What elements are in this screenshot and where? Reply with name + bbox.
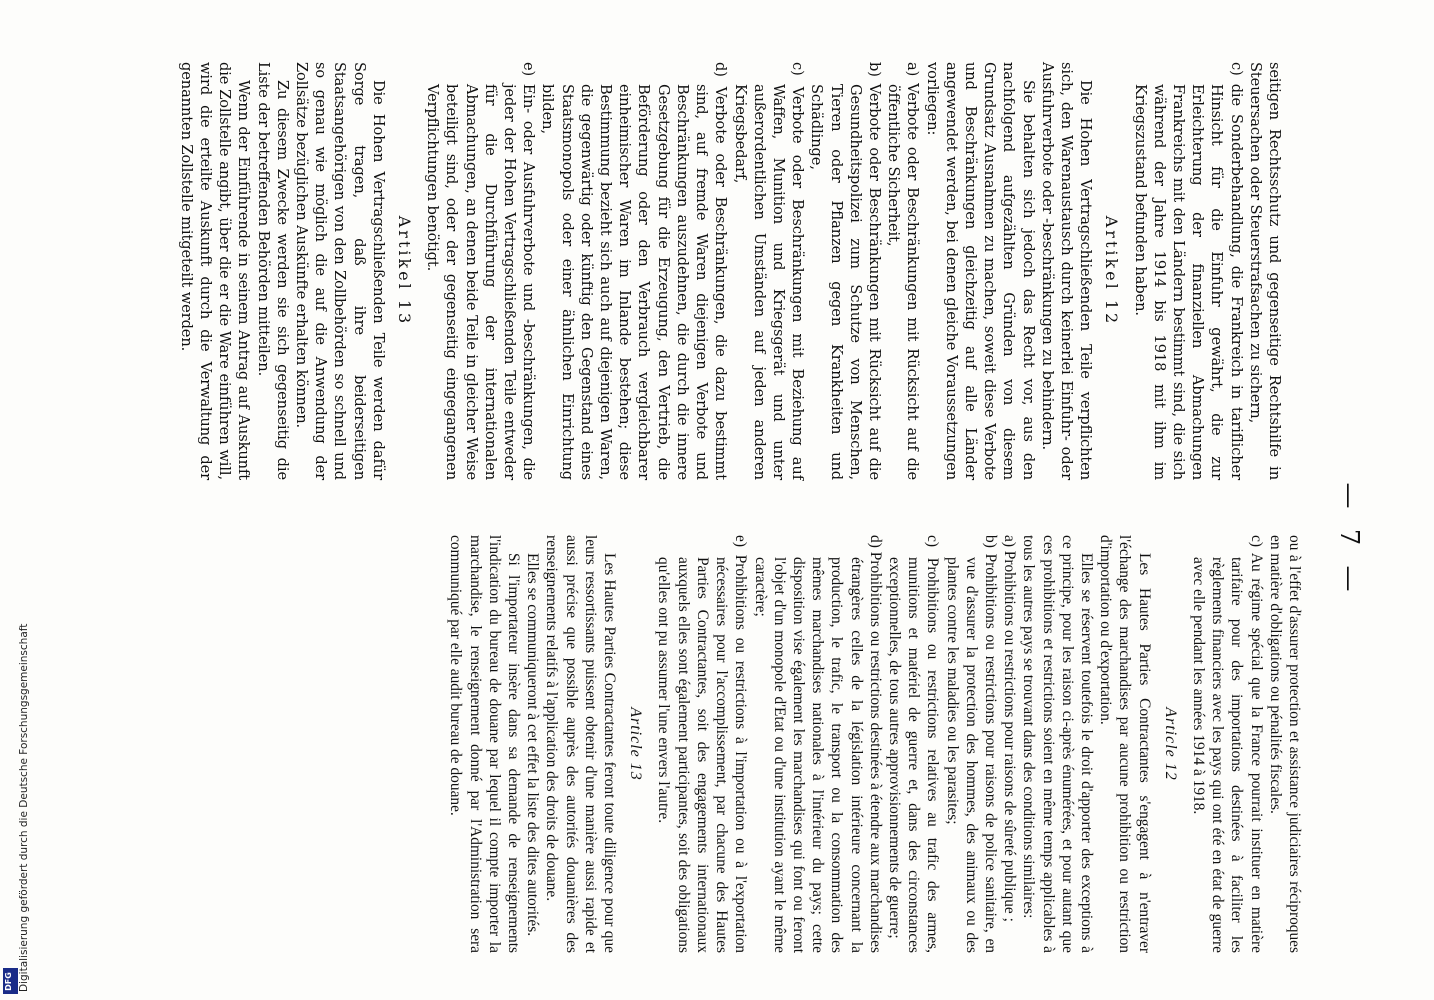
german-article-13-paragraph-2: Zu diesem Zwecke werden sie sich gegenseitig die Liste der betreffenden Behörden mitteilen.: [254, 62, 291, 480]
german-article-13-title: Artikel 13: [395, 215, 415, 327]
french-item-c: c) Au régime spécial que la France pourrait instituer en matière tarifaire pour des importations destinées à faciliter les règlements financiers avec les pays qui ont été en état de guerre avec elle pendant les années 1914 à 1918.: [1189, 535, 1265, 953]
german-article-12-paragraph-1: Die Hohen Vertragschließenden Teile verpflichten sich, den Warenaustausch durch keinerlei Einfuhr- oder Ausfuhrverbote oder -beschränkungen zu behindern.: [1038, 62, 1095, 480]
german-article-13-paragraph-1: Die Hohen Vertragschließenden Teile werden dafür Sorge tragen, daß ihre beiderseitigen Staatsangehörigen von den Zollbehörden so schnell und so genau wie möglich die auf die Anwendung der Zollsätze bezüglichen Auskünfte erhalten können.: [293, 62, 387, 480]
german-item-c: c) die Sonderbehandlung, die Frankreich in tariflicher Hinsicht für die Einfuhr gewährt, die zur Erleichterung der finanziellen Abmachungen Frankreichs mit den Ländern bestimmt sind, die sich während der Jahre 1914 bis 1918 mit ihm im Kriegszustand befunden haben.: [1131, 62, 1245, 480]
french-article-12-item-e: e) Prohibitions ou restrictions à l'importation ou à l'exportation nécessaires pour l'accomplissement, par chacune des Hautes Parties Contractantes, soit des engagements internationaux auxquels elles sont également participantes, soit des obligations qu'elles ont pu assumer l'une envers l'autre.: [655, 535, 750, 953]
french-article-13-paragraph-2: Elles se communiqueront à cet effet la liste des dites autorités.: [524, 553, 542, 937]
french-article-13-title: Article 13: [627, 707, 645, 781]
french-article-12-item-c: c) Prohibitions ou restrictions relatives au trafic des armes, munitions et matériel de guerre et, dans des circonstances exceptionnelles, de tous autres approvisionnements de guerre;: [885, 535, 942, 953]
french-article-12-item-a: a) Prohibitions ou restrictions pour raisons de sûreté publique ;: [1001, 535, 1019, 922]
french-text-column: [446, 535, 1304, 953]
german-article-12-item-e: e) Ein- oder Ausfuhrverbote und -beschränkungen, die jeder der Hohen Vertragschließenden Teile entweder für die Durchführung der internationalen Abmachungen, an denen beide Teile in gleicher Weise beteiligt sind, oder der gegenseitig eingegangenen Verpflichtungen benötigt.: [424, 62, 538, 480]
page-number: — 7 —: [1334, 482, 1364, 598]
digitization-credit-strip: [0, 0, 30, 1000]
french-article-12-paragraph-1: Les Hautes Parties Contractantes s'engagent à n'entraver l'échange des marchandises par aucune prohibition ou restriction d'importation ou d'exportation.: [1097, 535, 1153, 953]
german-article-12-item-c: c) Verbote oder Beschränkungen mit Beziehung auf Waffen, Munition und Kriegsgerät und unter außerordentlichen Umständen auf jeden anderen Kriegsbedarf,: [731, 62, 807, 480]
dfg-logo-icon: DFG: [3, 968, 18, 994]
french-article-12-item-d: d) Prohibitions ou restrictions destinées à étendre aux marchandises étrangères celles de la législation intérieure concernant la production, le trafic, le transport ou la consommation des mêmes marchandises nationales à l'intérieur du pays; cette disposition vise également les marchandises qui font ou feront l'objet d'un monopole d'Etat ou d'une institution ayant le même caractère;: [751, 535, 884, 953]
french-article-12-title: Article 12: [1161, 707, 1179, 781]
french-continuation-line: ou à l'effet d'assurer protection et assistance judiciaires réciproques en matière d'obligations ou pénalités fiscales.: [1266, 535, 1303, 953]
german-article-12-title: Artikel 12: [1102, 215, 1122, 327]
french-article-13-paragraph-1: Les Hautes Parties Contractantes feront toute diligence pour que leurs ressortissants puissent obtenir d'une manière aussi rapide et aussi précise que possible auprès des autorités douanières des renseignements relatifs à l'application des droits de douane.: [543, 535, 619, 953]
german-article-12-item-d: d) Verbote oder Beschränkungen, die dazu bestimmt sind, auf fremde Waren diejenigen Verbote und Beschränkungen auszudehnen, die durch die innere Gesetzgebung für die Erzeugung, den Vertrieb, die Beförderung oder den Verbrauch vergleichbarer einheimischer Waren im Inlande bestehen; diese Bestimmung bezieht sich auch auf diejenigen Waren, die gegenwärtig oder künftig den Gegenstand eines Staatsmonopols oder einer ähnlichen Einrichtung bilden,: [539, 62, 730, 480]
german-article-12-item-a: a) Verbote oder Beschränkungen mit Rücksicht auf die öffentliche Sicherheit,: [885, 62, 922, 480]
german-text-column: [177, 62, 1284, 480]
german-article-12-paragraph-2: Sie behalten sich jedoch das Recht vor, aus den nachfolgend aufgezählten Gründen von diesem Grundsatz Ausnahmen zu machen, soweit diese Verbote und Beschränkungen gleichzeitig auf alle Länder angewendet werden, bei denen gleiche Voraussetzungen vorliegen:: [923, 62, 1037, 480]
german-article-12-item-b: b) Verbote oder Beschränkungen mit Rücksicht auf die Gesundheitspolizei zum Schutze von Menschen, Tieren oder Pflanzen gegen Krankheiten und Schädlinge,: [808, 62, 883, 480]
french-article-12-paragraph-2: Elles se réservent toutefois le droit d'apporter des exceptions à ce principe, pour les raison ci-après énumérées, et pour autant que ces prohibitions et restrictions soient en même temps applicables à tous les autres pays se trouvant dans des conditions similaires:: [1020, 535, 1095, 953]
digitization-credit-text: Digitalisierung gefördert durch die Deutsche Forschungsgemeinschaft: [18, 623, 30, 992]
german-continuation-line: seitigen Rechtsschutz und gegenseitige Rechtshilfe in Steuersachen oder Steuerstrafsachen zu sichern,: [1246, 62, 1283, 480]
french-article-13-paragraph-3: Si l'importateur insère dans sa demande de renseignements l'indication du bureau de douane par lequel il compte importer la marchandise, le renseignement donné par l'Administration sera communiqué par elle audit bureau de douane.: [447, 535, 523, 953]
french-article-12-item-b: b) Prohibitions ou restrictions pour raisons de police sanitaire, en vue d'assurer la protection des hommes, des animaux ou des plantes contre les maladies ou les parasites;: [943, 535, 999, 953]
german-article-13-paragraph-3: Wenn der Einführende in seinem Antrag auf Auskunft die Zollstelle angibt, über die er die Ware einführen will, wird die erteilte Auskunft durch die Verwaltung der genannten Zollstelle mitgeteilt werden.: [177, 62, 253, 480]
